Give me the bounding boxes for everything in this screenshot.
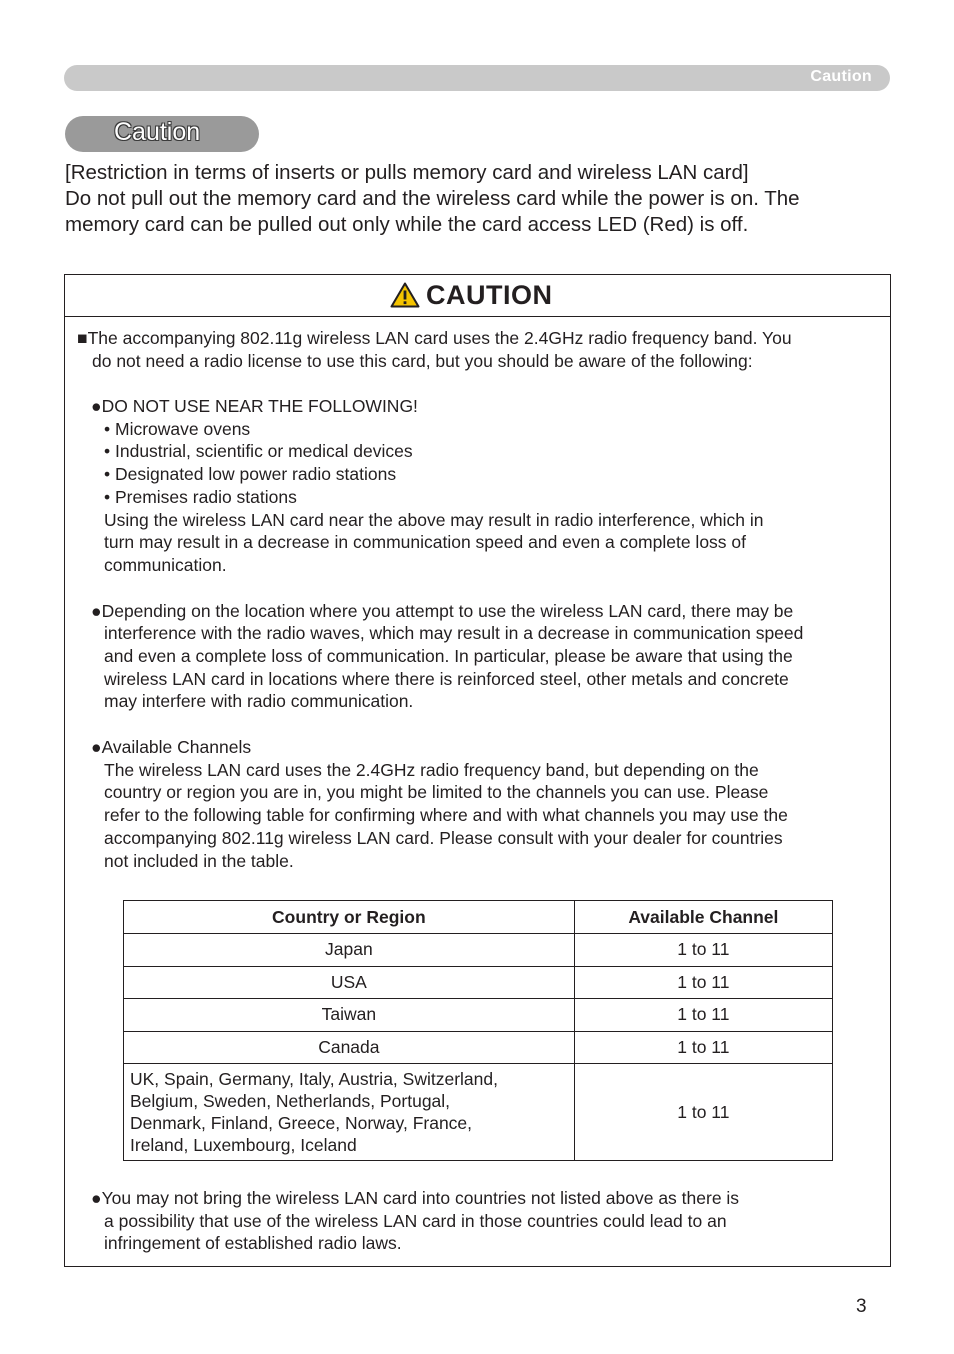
intro-line: [Restriction in terms of inserts or pulls memory card and wireless LAN card] [65,161,749,184]
intro-paragraph [65,160,905,238]
table-cell-region: Japan [124,934,575,967]
near-item: • Designated low power radio stations [104,464,397,485]
channels-line: accompanying 802.11g wireless LAN card. Please consult with your dealer for countries [104,827,783,848]
near-heading [91,395,418,418]
table-row [124,934,833,967]
channels-line: The wireless LAN card uses the 2.4GHz radio frequency band, but depending on the [104,759,759,780]
dot-bullet-icon: ● [91,737,102,757]
channels-heading-text: Available Channels [101,737,252,757]
location-line: wireless LAN card in locations where there is reinforced steel, other metals and concrete [104,668,789,689]
table-cell-region-multi [124,1064,575,1161]
final-text: You may not bring the wireless LAN card into countries not listed above as there is [101,1188,740,1208]
location-line: and even a complete loss of communication. In particular, please be aware that using the [104,645,793,666]
table-row [124,1064,833,1161]
caution-title: CAUTION [426,279,553,310]
channels-line: refer to the following table for confirming where and with what channels you may use the [104,805,788,826]
caution-box [64,274,891,1267]
square-bullet-icon: ■ [77,328,88,348]
caution-intro-line: do not need a radio license to use this card, but you should be aware of the following: [92,350,753,371]
near-note-line: Using the wireless LAN card near the above may result in radio interference, which in [104,509,764,530]
dot-bullet-icon: ● [91,396,102,416]
table-cell-channel: 1 to 11 [574,1064,832,1161]
intro-line: Do not pull out the memory card and the wireless card while the power is on. The [65,187,800,210]
table-cell-region: Taiwan [124,999,575,1032]
caution-title-wrap [390,280,553,310]
location-line: interference with the radio waves, which may result in a decrease in communication speed [104,623,804,644]
section-title-pill [65,116,259,152]
table-header-region: Country or Region [124,901,575,934]
location-text: Depending on the location where you attempt to use the wireless LAN card, there may be [101,600,794,621]
channels-line: country or region you are in, you might be limited to the channels you can use. Please [104,782,769,803]
near-item: • Premises radio stations [104,486,297,507]
intro-line: memory card can be pulled out only while the card access LED (Red) is off. [65,213,749,236]
page-number: 3 [856,1296,867,1317]
table-row [124,999,833,1032]
warning-triangle-icon [390,282,420,308]
region-line: UK, Spain, Germany, Italy, Austria, Switzerland, [130,1069,498,1089]
region-line: Denmark, Finland, Greece, Norway, France, [130,1113,473,1133]
final-line: infringement of established radio laws. [104,1233,402,1254]
table-header-row [124,901,833,934]
region-line: Belgium, Sweden, Netherlands, Portugal, [130,1091,451,1111]
table-row [124,966,833,999]
channel-table [123,900,833,1161]
table-cell-channel: 1 to 11 [574,966,832,999]
final-line: a possibility that use of the wireless LAN card in those countries could lead to an [104,1210,727,1231]
table-row [124,1031,833,1064]
table-header-channel: Available Channel [574,901,832,934]
header-label: Caution [810,68,872,85]
near-note-line: communication. [104,554,227,575]
table-cell-region: USA [124,966,575,999]
dot-bullet-icon: ● [91,600,102,621]
location-line: may interfere with radio communication. [104,691,414,712]
section-title: Caution [114,118,201,146]
near-note-line: turn may result in a decrease in communication speed and even a complete loss of [104,532,747,553]
table-cell-channel: 1 to 11 [574,1031,832,1064]
table-cell-channel: 1 to 11 [574,934,832,967]
channels-line: not included in the table. [104,850,294,871]
region-line: Ireland, Luxembourg, Iceland [130,1135,357,1155]
caution-header [65,275,890,317]
location-line [91,600,793,623]
caution-intro-line [77,327,792,350]
table-cell-channel: 1 to 11 [574,999,832,1032]
near-heading-text: DO NOT USE NEAR THE FOLLOWING! [101,396,418,416]
dot-bullet-icon: ● [91,1188,102,1208]
final-line [91,1187,739,1210]
near-item: • Microwave ovens [104,418,251,439]
caution-intro-text: The accompanying 802.11g wireless LAN card uses the 2.4GHz radio frequency band. You [87,328,792,348]
near-item: • Industrial, scientific or medical devices [104,441,413,462]
channels-heading [91,736,251,759]
table-cell-region: Canada [124,1031,575,1064]
header-bar [64,65,890,91]
